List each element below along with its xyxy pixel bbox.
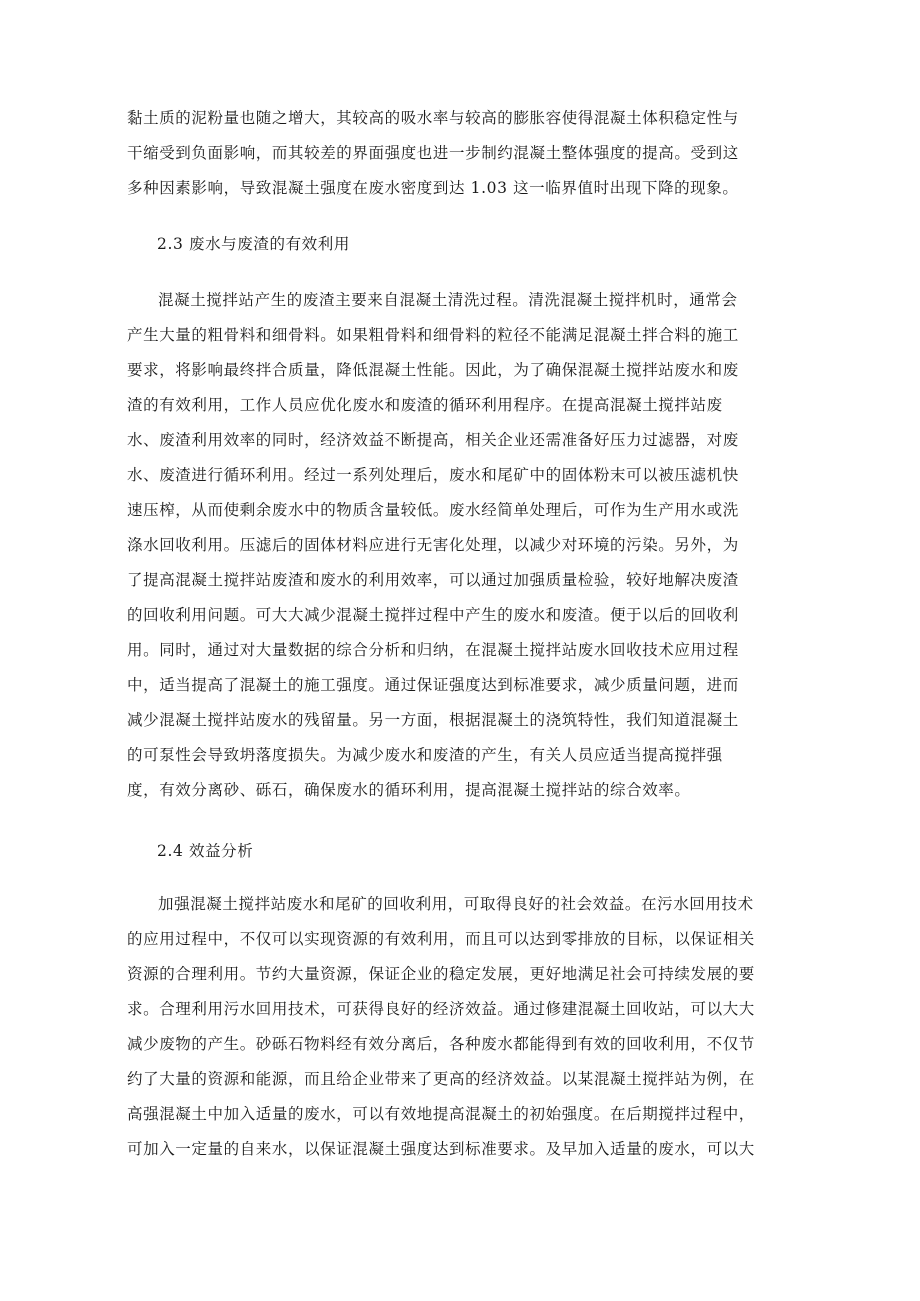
section-heading-2-4: 2.4 效益分析 bbox=[157, 842, 254, 860]
spacer bbox=[127, 869, 787, 887]
text-line: 加强混凝土搅拌站废水和尾矿的回收利用，可取得良好的社会效益。在污水回用技术 bbox=[158, 895, 754, 913]
text-line: 多种因素影响，导致混凝土强度在废水密度到达 1.03 这一临界值时出现下降的现象。 bbox=[127, 179, 739, 197]
paragraph-2-3 bbox=[127, 283, 787, 808]
text-line: 速压榨，从而使剩余废水中的物质含量较低。废水经简单处理后，可作为生产用水或洗 bbox=[127, 501, 739, 519]
text-line: 中，适当提高了混凝土的施工强度。通过保证强度达到标准要求，减少质量问题，进而 bbox=[127, 676, 739, 694]
text-line: 用。同时，通过对大量数据的综合分析和归纳，在混凝土搅拌站废水回收技术应用过程 bbox=[127, 641, 739, 659]
text-line: 度，有效分离砂、砾石，确保废水的循环利用，提高混凝土搅拌站的综合效率。 bbox=[127, 781, 691, 799]
text-line: 要求，将影响最终拌合质量，降低混凝土性能。因此，为了确保混凝土搅拌站废水和废 bbox=[127, 361, 739, 379]
text-line: 可加入一定量的自来水，以保证混凝土强度达到标准要求。及早加入适量的废水，可以大 bbox=[127, 1140, 755, 1158]
text-line: 干缩受到负面影响，而其较差的界面强度也进一步制约混凝土整体强度的提高。受到这 bbox=[127, 144, 739, 162]
text-line: 混凝土搅拌站产生的废渣主要来自混凝土清洗过程。清洗混凝土搅拌机时，通常会 bbox=[158, 291, 738, 309]
document-page bbox=[127, 101, 787, 1167]
text-line: 的应用过程中，不仅可以实现资源的有效利用，而且可以达到零排放的目标，以保证相关 bbox=[127, 930, 755, 948]
text-line: 约了大量的资源和能源，而且给企业带来了更高的经济效益。以某混凝土搅拌站为例，在 bbox=[127, 1070, 755, 1088]
text-line: 的回收利用问题。可大大减少混凝土搅拌过程中产生的废水和废渣。便于以后的回收利 bbox=[127, 606, 739, 624]
text-line: 了提高混凝土搅拌站废渣和废水的利用效率，可以通过加强质量检验，较好地解决废渣 bbox=[127, 571, 739, 589]
text-line: 减少混凝土搅拌站废水的残留量。另一方面，根据混凝土的浇筑特性，我们知道混凝土 bbox=[127, 711, 739, 729]
text-line: 水、废渣进行循环利用。经过一系列处理后，废水和尾矿中的固体粉末可以被压滤机快 bbox=[127, 466, 739, 484]
section-heading-2-3: 2.3 废水与废渣的有效利用 bbox=[157, 235, 350, 253]
text-line: 减少废物的产生。砂砾石物料经有效分离后，各种废水都能得到有效的回收利用，不仅节 bbox=[127, 1035, 755, 1053]
spacer bbox=[127, 808, 787, 834]
text-line: 产生大量的粗骨料和细骨料。如果粗骨料和细骨料的粒径不能满足混凝土拌合料的施工 bbox=[127, 326, 739, 344]
text-line: 涤水回收利用。压滤后的固体材料应进行无害化处理，以减少对环境的污染。另外，为 bbox=[127, 536, 739, 554]
text-line: 资源的合理利用。节约大量资源，保证企业的稳定发展，更好地满足社会可持续发展的要 bbox=[127, 965, 755, 983]
text-line: 求。合理利用污水回用技术，可获得良好的经济效益。通过修建混凝土回收站，可以大大 bbox=[127, 1000, 755, 1018]
spacer bbox=[127, 262, 787, 283]
text-line: 水、废渣利用效率的同时，经济效益不断提高，相关企业还需准备好压力过滤器，对废 bbox=[127, 431, 739, 449]
text-line: 高强混凝土中加入适量的废水，可以有效地提高混凝土的初始强度。在后期搅拌过程中， bbox=[127, 1105, 755, 1123]
text-line: 黏土质的泥粉量也随之增大，其较高的吸水率与较高的膨胀容使得混凝土体积稳定性与 bbox=[127, 109, 739, 127]
paragraph-intro bbox=[127, 101, 787, 206]
text-line: 渣的有效利用，工作人员应优化废水和废渣的循环利用程序。在提高混凝土搅拌站废 bbox=[127, 396, 723, 414]
text-line: 的可泵性会导致坍落度损失。为减少废水和废渣的产生，有关人员应适当提高搅拌强 bbox=[127, 746, 723, 764]
paragraph-2-4 bbox=[127, 887, 787, 1167]
